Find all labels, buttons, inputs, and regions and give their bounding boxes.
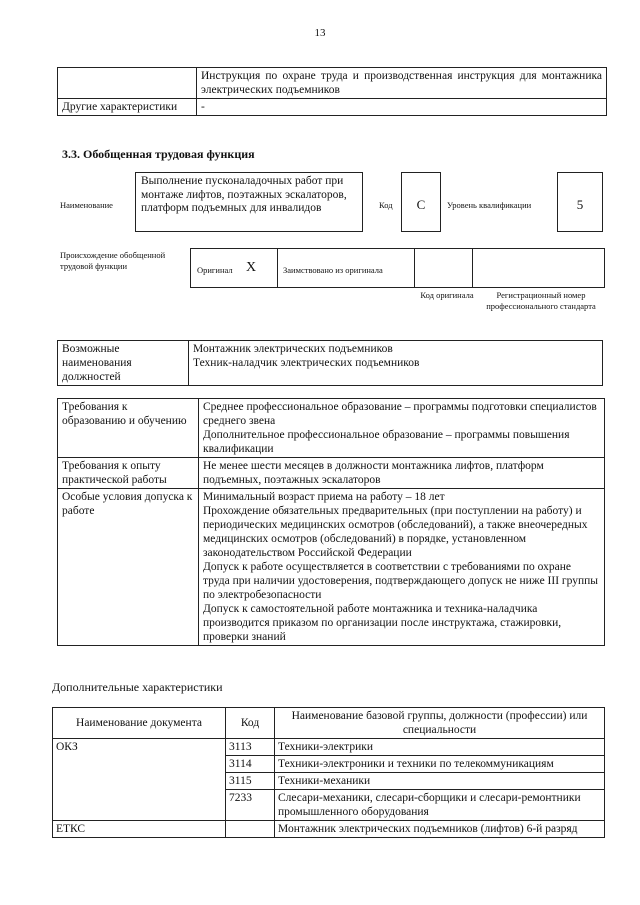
name-cell: Техники-электроники и техники по телекоммуникациям [275,756,605,773]
list-item: Минимальный возраст приема на работу – 18 лет [203,491,445,503]
borrowed-cell [277,249,415,287]
continuation-table [57,67,607,116]
name-cell: Техники-механики [275,773,605,790]
additional-title: Дополнительные характеристики [52,680,223,694]
code-cell: 3114 [226,756,275,773]
column-header: Наименование документа [53,708,226,739]
requirements-table [57,398,605,646]
table-row [58,341,603,386]
table-row [53,821,605,838]
list-item: Допуск к самостоятельной работе монтажника и техника-наладчика производится приказом по организации после инструктажа, стажировки, проверки знаний [203,603,562,643]
name-cell: Слесари-механики, слесари-сборщики и слесари-ремонтники промышленного оборудования [275,790,605,821]
list-item: Техник-наладчик электрических подъемников [193,357,420,369]
additional-table [52,707,605,838]
table-cell: Инструкция по охране труда и производственная инструкция для монтажника электрических подъемников [197,68,607,99]
level-label: Уровень квалификации [447,200,532,210]
list-item: Дополнительное профессиональное образование – программы повышения квалификации [203,429,570,455]
column-header: Код [226,708,275,739]
list-item: Допуск к работе осуществляется в соответствии с требованиями по охране труда при наличии удостоверения, подтверждающего допуск не ниже III группы по электробезопасности [203,561,599,601]
table-cell: - [197,99,607,116]
table-cell: Другие характеристики [58,99,197,116]
etks-label: ЕТКС [53,821,226,838]
positions-values [189,341,603,386]
original-code-cell [414,249,473,287]
function-name-box: Выполнение пусконаладочных работ при монтаже лифтов, поэтажных эскалаторов, платформ подъемных для инвалидов [135,172,363,232]
table-row [53,739,605,756]
code-cell: 7233 [226,790,275,821]
original-label: Оригинал [197,265,233,275]
requirement-label: Требования к опыту практической работы [58,458,199,489]
list-item: Среднее профессиональное образование – программы подготовки специалистов среднего звена [203,401,597,427]
table-row [58,68,607,99]
name-cell: Монтажник электрических подъемников (лифтов) 6-й разряд [275,821,605,838]
origin-table [190,248,605,288]
page-number: 13 [314,27,326,39]
code-cell: 3115 [226,773,275,790]
origin-label: Происхождение обобщенной трудовой функции [60,250,166,271]
okz-label: ОКЗ [53,739,226,821]
list-item: Прохождение обязательных предварительных (при поступлении на работу) и периодических медицинских осмотров (обследований), а также внеочередных медицинских осмотров (обследований) в порядке, установленном законодательством Российской Федерации [203,505,588,559]
list-item: Монтажник электрических подъемников [193,343,393,355]
original-mark: X [246,260,257,275]
table-row [58,399,605,458]
code-value-box: C [401,172,441,232]
positions-table [57,340,603,386]
code-label: Код [379,200,393,210]
positions-label: Возможные наименования должностей [58,341,189,386]
code-cell [226,821,275,838]
name-label: Наименование [60,200,113,210]
column-header: Наименование базовой группы, должности (профессии) или специальности [275,708,605,739]
requirement-label: Особые условия допуска к работе [58,489,199,646]
reg-number-caption: Регистрационный номер профессионального стандарта [486,290,596,311]
requirement-values [199,399,605,458]
table-row [58,489,605,646]
level-value-box: 5 [557,172,603,232]
name-cell: Техники-электрики [275,739,605,756]
borrowed-label: Заимствовано из оригинала [283,265,383,275]
original-cell [191,249,278,287]
requirement-label: Требования к образованию и обучению [58,399,199,458]
table-row [58,458,605,489]
section-title: 3.3. Обобщенная трудовая функция [62,147,255,161]
code-cell: 3113 [226,739,275,756]
requirement-values [199,458,605,489]
table-header-row [53,708,605,739]
table-cell [58,68,197,99]
code-original-caption: Код оригинала [420,290,474,300]
table-row [58,99,607,116]
list-item: Не менее шести месяцев в должности монтажника лифтов, платформ подъемных, поэтажных эскалаторов [203,460,544,486]
requirement-values [199,489,605,646]
